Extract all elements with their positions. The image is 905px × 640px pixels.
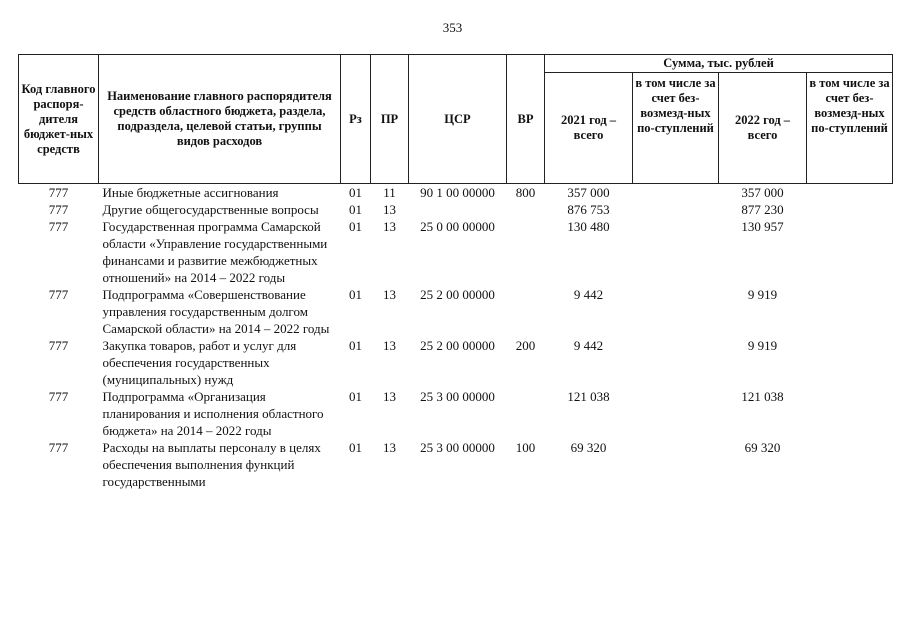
header-pr: ПР	[371, 55, 409, 184]
row-total-2021: 357 000	[567, 185, 610, 200]
row-rz: 01	[349, 389, 362, 404]
row-total-2022: 130 957	[741, 219, 784, 234]
row-name: Иные бюджетные ассигнования	[102, 185, 279, 200]
row-rz: 01	[349, 185, 362, 200]
row-rz: 01	[349, 338, 362, 353]
row-total-2021: 9 442	[573, 287, 604, 302]
row-vr	[507, 388, 545, 439]
row-csr: 90 1 00 00000	[420, 185, 495, 200]
row-total-2022: 9 919	[747, 338, 778, 353]
header-vr: ВР	[507, 55, 545, 184]
table-header	[19, 55, 893, 184]
row-total-2022: 357 000	[741, 185, 784, 200]
table-row	[19, 439, 893, 490]
header-free-2022: в том числе за счет без-возмезд-ных по-ступлений	[807, 73, 893, 184]
row-name: Закупка товаров, работ и услуг для обеспечения государственных (муниципальных) нужд	[102, 338, 297, 387]
row-name: Подпрограмма «Совершенствование управления государственным долгом Самарской области» на 2014 – 2022 годы	[102, 287, 330, 336]
row-code: 777	[48, 219, 69, 234]
row-csr: 25 3 00 00000	[420, 389, 495, 404]
row-free-2022	[807, 218, 893, 286]
table-row	[19, 218, 893, 286]
row-pr: 13	[383, 389, 396, 404]
row-code: 777	[48, 389, 69, 404]
row-total-2022: 877 230	[741, 202, 784, 217]
row-name: Государственная программа Самарской области «Управление государственными финансами и развитие межбюджетных отношений» на 2014 – 2022 годы	[102, 219, 328, 285]
row-name: Подпрограмма «Организация планирования и исполнения областного бюджета» на 2014 – 2022 годы	[102, 389, 324, 438]
row-csr: 25 0 00 00000	[420, 219, 495, 234]
row-name: Расходы на выплаты персоналу в целях обеспечения выполнения функций государственными	[102, 440, 321, 489]
page-number: 353	[442, 20, 463, 35]
row-pr: 13	[383, 202, 396, 217]
row-code: 777	[48, 202, 69, 217]
row-name: Другие общегосударственные вопросы	[102, 202, 319, 217]
row-pr: 13	[383, 338, 396, 353]
row-free-2021	[633, 337, 719, 388]
row-rz: 01	[349, 219, 362, 234]
row-vr	[507, 286, 545, 337]
row-total-2021: 121 038	[567, 389, 610, 404]
row-rz: 01	[349, 202, 362, 217]
row-free-2021	[633, 439, 719, 490]
row-free-2021	[633, 201, 719, 218]
row-total-2021: 876 753	[567, 202, 610, 217]
row-free-2022	[807, 439, 893, 490]
row-code: 777	[48, 185, 69, 200]
header-rz: Рз	[341, 55, 371, 184]
row-free-2022	[807, 201, 893, 218]
row-pr: 13	[383, 219, 396, 234]
row-vr: 800	[515, 185, 536, 200]
row-free-2021	[633, 184, 719, 202]
row-free-2021	[633, 388, 719, 439]
table-row	[19, 337, 893, 388]
row-free-2022	[807, 337, 893, 388]
row-vr: 100	[515, 440, 536, 455]
table-row	[19, 184, 893, 202]
row-code: 777	[48, 440, 69, 455]
table-row	[19, 388, 893, 439]
row-pr: 13	[383, 287, 396, 302]
row-pr: 13	[383, 440, 396, 455]
row-total-2021: 130 480	[567, 219, 610, 234]
row-csr: 25 2 00 00000	[420, 287, 495, 302]
row-rz: 01	[349, 440, 362, 455]
row-code: 777	[48, 338, 69, 353]
row-free-2021	[633, 286, 719, 337]
header-total-2022: 2022 год – всего	[719, 73, 807, 184]
row-free-2021	[633, 218, 719, 286]
row-free-2022	[807, 184, 893, 202]
row-vr	[507, 218, 545, 286]
row-free-2022	[807, 388, 893, 439]
row-rz: 01	[349, 287, 362, 302]
table-body	[19, 184, 893, 491]
row-total-2022: 9 919	[747, 287, 778, 302]
budget-table	[18, 54, 893, 490]
row-csr: 25 3 00 00000	[420, 440, 495, 455]
table-row	[19, 286, 893, 337]
header-free-2021: в том числе за счет без-возмезд-ных по-ступлений	[633, 73, 719, 184]
table-row	[19, 201, 893, 218]
row-code: 777	[48, 287, 69, 302]
row-vr	[507, 201, 545, 218]
row-total-2022: 69 320	[744, 440, 781, 455]
row-total-2021: 9 442	[573, 338, 604, 353]
row-total-2022: 121 038	[741, 389, 784, 404]
header-csr: ЦСР	[409, 55, 507, 184]
row-free-2022	[807, 286, 893, 337]
header-sum: Сумма, тыс. рублей	[545, 55, 893, 73]
header-code: Код главного распоря-дителя бюджет-ных средств	[19, 55, 99, 184]
row-total-2021: 69 320	[570, 440, 607, 455]
row-vr: 200	[515, 338, 536, 353]
header-name: Наименование главного распорядителя средств областного бюджета, раздела, подраздела, целевой статьи, группы видов расходов	[99, 55, 341, 184]
row-csr: 25 2 00 00000	[420, 338, 495, 353]
header-total-2021: 2021 год – всего	[545, 73, 633, 184]
row-pr: 11	[383, 185, 396, 200]
row-csr	[409, 201, 507, 218]
